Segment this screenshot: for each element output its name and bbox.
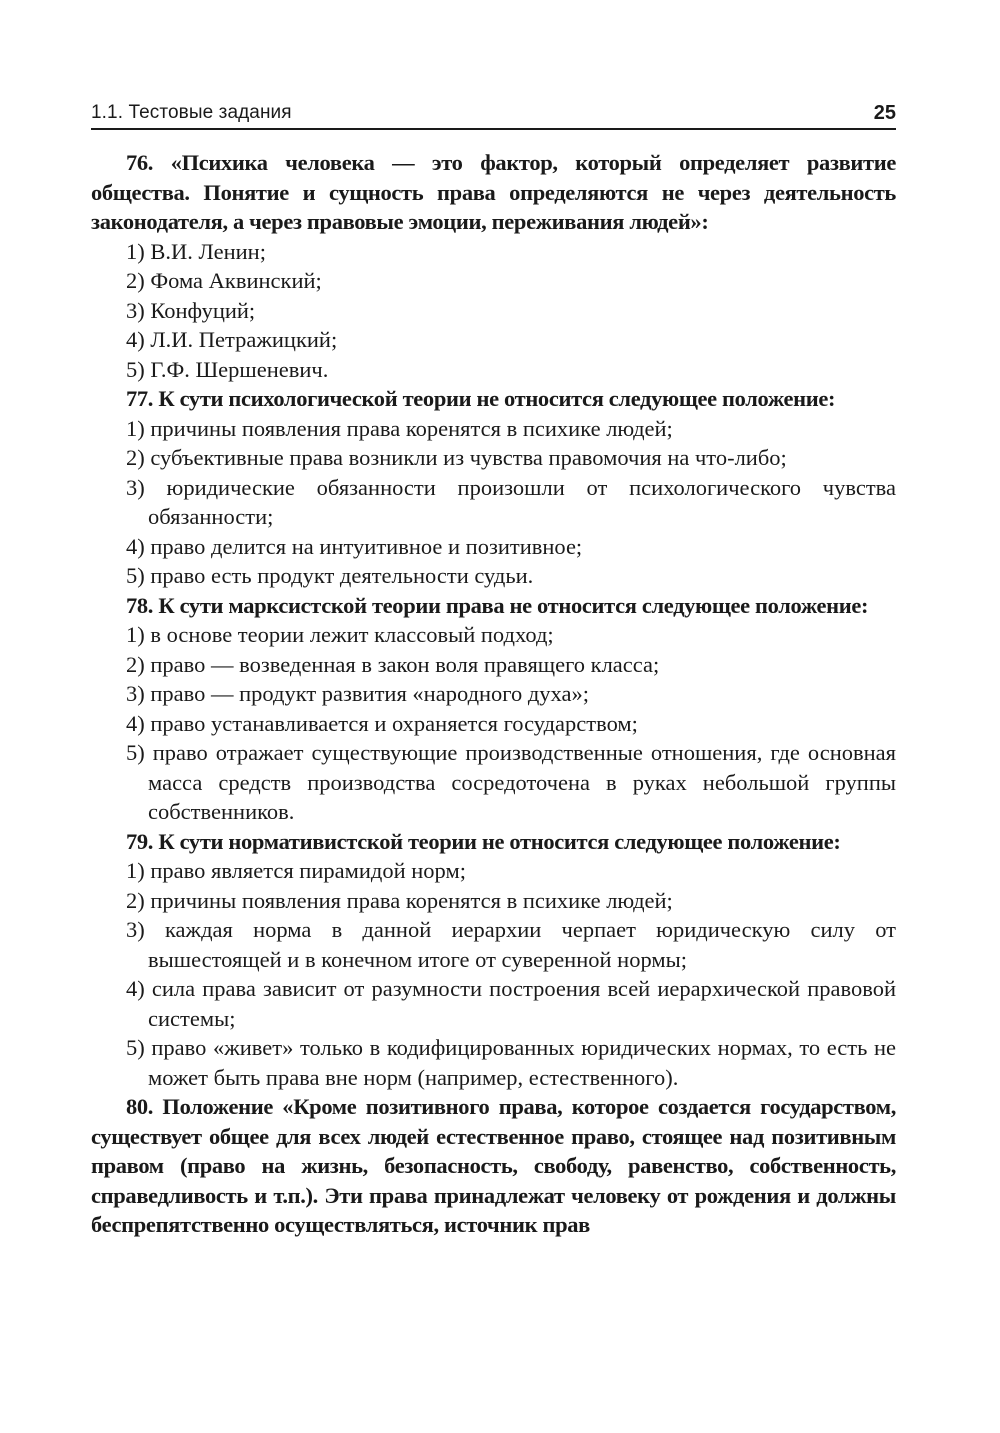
page-content xyxy=(91,148,896,1240)
answer-option: 4) право делится на интуитивное и позитивное; xyxy=(126,533,583,559)
section-title: 1.1. Тестовые задания xyxy=(91,102,292,123)
answer-option: 5) право есть продукт деятельности судьи. xyxy=(126,563,534,588)
question-text: 78. К сути марксистской теории права не относится следующее положение: xyxy=(126,592,869,618)
answer-option: 3) право — продукт развития «народного духа»; xyxy=(126,681,589,706)
page-number: 25 xyxy=(873,102,896,124)
question-77 xyxy=(91,384,896,591)
answer-option: 2) причины появления права коренятся в психике людей; xyxy=(126,887,673,913)
question-79 xyxy=(91,827,896,1093)
question-text: 80. Положение «Кроме позитивного права, которое создается государством, существует общее для всех людей естественное право, стоящее над позитивным правом (право на жизнь, безопасность, свободу, равенство, собственность, справедливость и т.п.). Эти права принадлежат человеку от рождения и должны беспрепятственно осуществляться, источник прав xyxy=(91,1094,896,1237)
answer-option: 4) сила права зависит от разумности построения всей иерархической правовой системы; xyxy=(126,976,896,1031)
answer-option: 3) каждая норма в данной иерархии черпает юридическую силу от вышестоящей и в конечном итоге от суверенной нормы; xyxy=(126,917,896,972)
answer-option: 5) Г.Ф. Шершеневич. xyxy=(126,356,329,382)
question-76 xyxy=(91,148,896,384)
answer-option: 4) Л.И. Петражицкий; xyxy=(126,327,338,352)
question-80 xyxy=(91,1092,896,1240)
answer-list xyxy=(91,414,896,591)
answer-list xyxy=(91,237,896,385)
answer-option: 1) В.И. Ленин; xyxy=(126,238,266,264)
answer-option: 1) право является пирамидой норм; xyxy=(126,858,466,883)
question-78 xyxy=(91,591,896,827)
answer-option: 2) субъективные права возникли из чувства правомочия на что-либо; xyxy=(126,445,787,470)
answer-option: 5) право отражает существующие производственные отношения, где основная масса средств производства сосредоточена в руках небольшой группы собственников. xyxy=(126,740,896,824)
running-header xyxy=(91,94,896,130)
answer-option: 1) в основе теории лежит классовый подход; xyxy=(126,622,554,647)
book-page xyxy=(91,94,896,1240)
answer-option: 5) право «живет» только в кодифицированных юридических нормах, то есть не может быть права вне норм (например, естественного). xyxy=(126,1035,896,1090)
answer-option: 4) право устанавливается и охраняется государством; xyxy=(126,710,638,736)
answer-list xyxy=(91,620,896,827)
question-text: 77. К сути психологической теории не относится следующее положение: xyxy=(126,386,836,411)
answer-option: 3) юридические обязанности произошли от психологического чувства обязанности; xyxy=(126,474,896,529)
answer-option: 2) Фома Аквинский; xyxy=(126,268,322,293)
answer-option: 1) причины появления права коренятся в психике людей; xyxy=(126,415,673,441)
answer-list xyxy=(91,856,896,1092)
answer-option: 2) право — возведенная в закон воля правящего класса; xyxy=(126,651,660,677)
question-text: 79. К сути нормативистской теории не относится следующее положение: xyxy=(126,828,841,854)
question-text: 76. «Психика человека — это фактор, который определяет развитие общества. Понятие и сущность права определяются не через деятельность законодателя, а через правовые эмоции, переживания людей»: xyxy=(91,150,896,234)
answer-option: 3) Конфуций; xyxy=(126,297,256,323)
